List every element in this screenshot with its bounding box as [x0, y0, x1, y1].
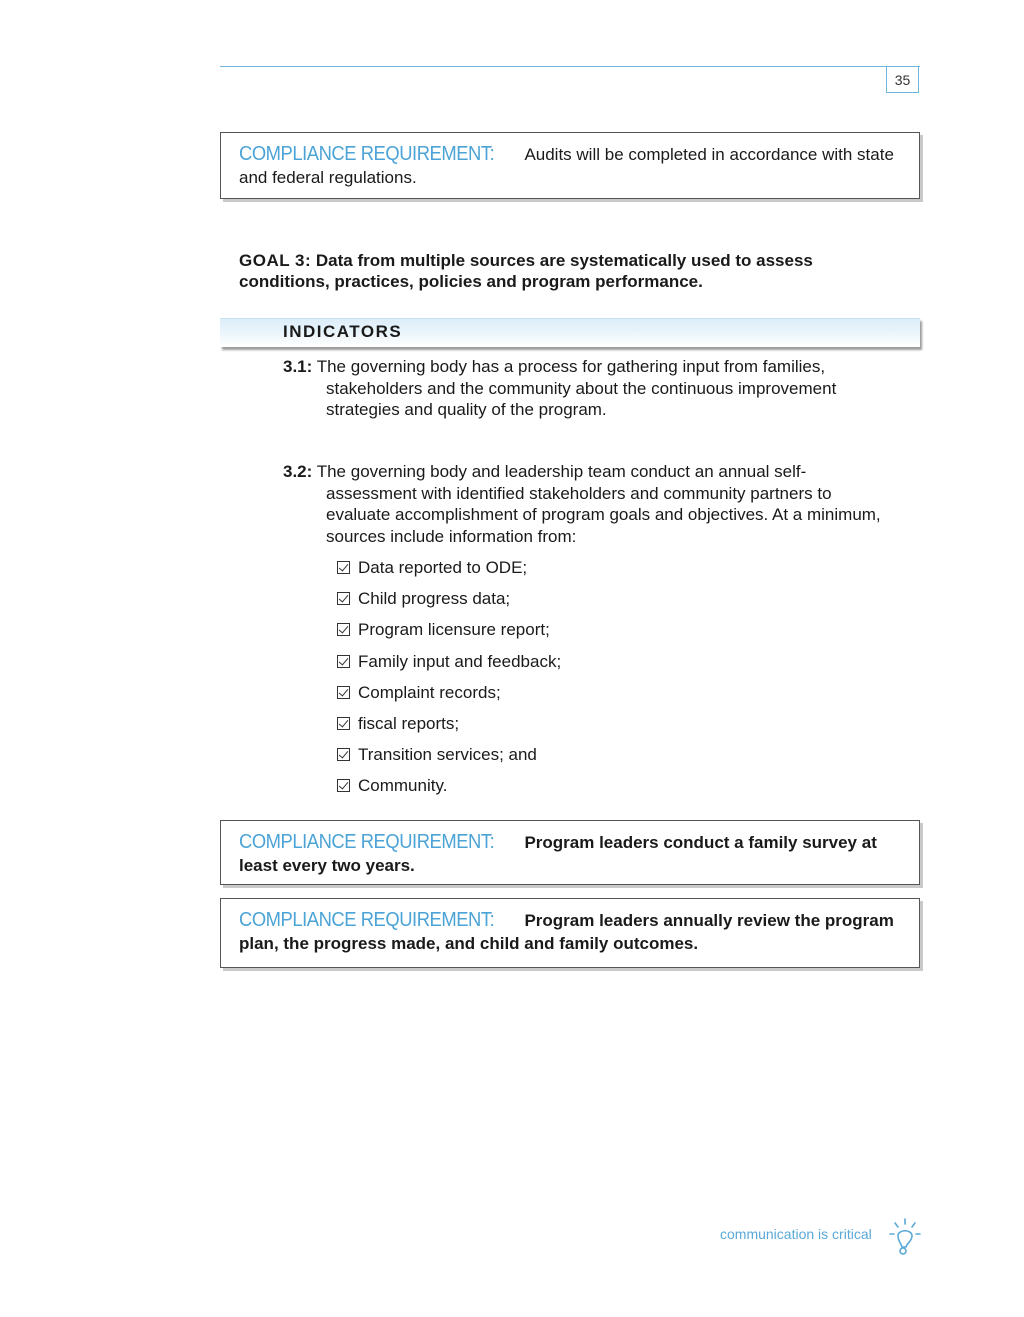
list-item [337, 681, 561, 712]
compliance-label: COMPLIANCE REQUIREMENT: [239, 831, 495, 853]
compliance-text: Program leaders conduct a family survey at least every two years. [239, 833, 877, 875]
source-text: Family input and feedback; [358, 651, 562, 671]
compliance-label: COMPLIANCE REQUIREMENT: [239, 143, 495, 165]
checkbox-checked-icon [337, 779, 350, 792]
indicator-3-1 [283, 356, 883, 421]
indicators-title: INDICATORS [283, 322, 403, 341]
source-text: Complaint records; [358, 682, 501, 702]
checkbox-checked-icon [337, 561, 350, 574]
goal-statement [239, 250, 879, 292]
source-text: Transition services; and [358, 745, 537, 765]
indicator-body [283, 356, 883, 421]
list-item [337, 712, 561, 743]
checkbox-checked-icon [337, 748, 350, 761]
compliance-box-family-survey [220, 820, 920, 885]
compliance-text: Audits will be completed in accordance with state and federal regulations. [239, 145, 894, 187]
indicators-header-bar [220, 318, 920, 347]
source-text: Data reported to ODE; [358, 558, 528, 577]
indicator-text: The governing body and leadership team conduct an annual self-assessment with identified stakeholders and community partners to evaluate accomplishment of program goals and objectives. At a minimum, sources include information from: [316, 462, 881, 546]
compliance-box-annual-review [220, 898, 920, 968]
list-item [337, 587, 561, 618]
indicator-3-2 [283, 461, 883, 547]
compliance-box-audits [220, 132, 920, 199]
indicator-number: 3.1: [283, 357, 313, 376]
footer-tagline: communication is critical [720, 1226, 872, 1242]
indicator-number: 3.2: [283, 462, 313, 481]
checkbox-checked-icon [337, 623, 350, 636]
page-number: 35 [886, 67, 919, 93]
lightbulb-icon [888, 1216, 922, 1258]
list-item [337, 618, 561, 649]
compliance-label: COMPLIANCE REQUIREMENT: [239, 909, 495, 931]
sources-checklist [337, 556, 561, 806]
list-item [337, 650, 561, 681]
header-rule [220, 66, 920, 67]
source-text: Program licensure report; [358, 620, 550, 640]
source-text: fiscal reports; [358, 713, 460, 733]
checkbox-checked-icon [337, 686, 350, 699]
source-text: Community. [358, 776, 448, 796]
list-item [337, 743, 561, 774]
compliance-text: Program leaders annually review the program plan, the progress made, and child and family outcomes. [239, 911, 894, 953]
source-text: Child progress data; [358, 589, 511, 609]
list-item [337, 556, 561, 587]
goal-text: Data from multiple sources are systematically used to assess conditions, practices, policies and program performance. [239, 251, 813, 291]
checkbox-checked-icon [337, 717, 350, 730]
checkbox-checked-icon [337, 592, 350, 605]
goal-label: GOAL 3: [239, 251, 312, 270]
checkbox-checked-icon [337, 655, 350, 668]
list-item [337, 774, 561, 805]
indicator-body [283, 461, 883, 547]
indicator-text: The governing body has a process for gathering input from families, stakeholders and the community about the continuous improvement strategies and quality of the program. [316, 357, 837, 419]
